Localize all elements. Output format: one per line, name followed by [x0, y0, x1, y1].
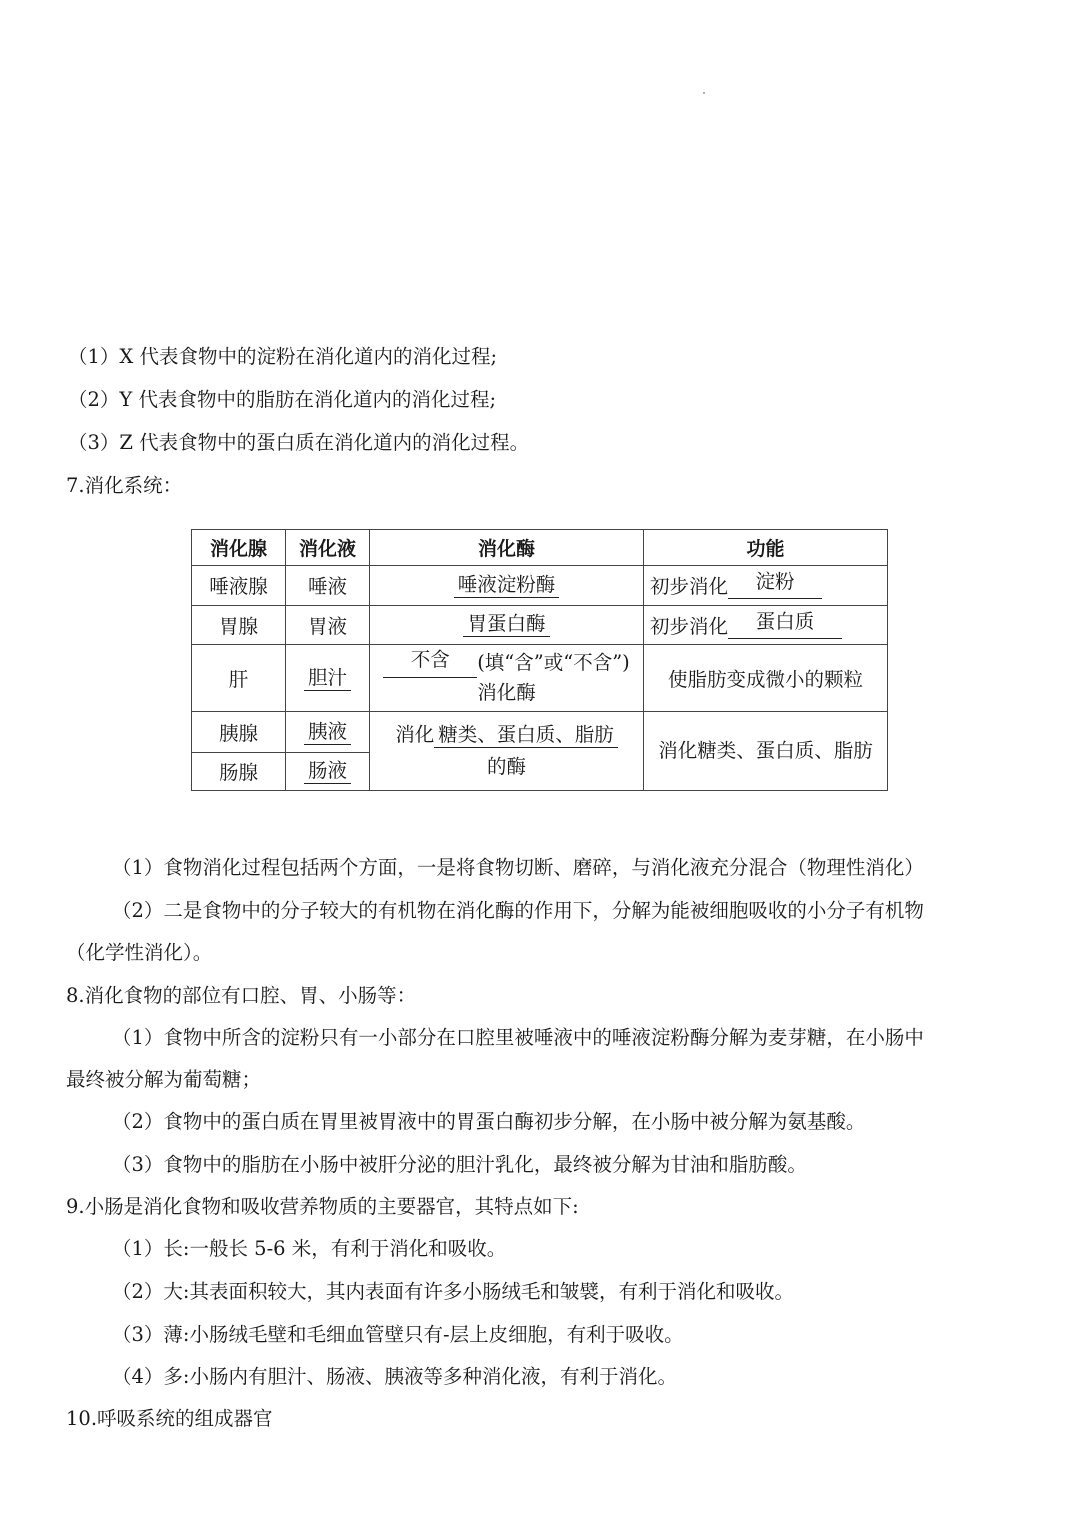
function-prefix: 初步消化 — [650, 575, 729, 599]
function-cell-merged: 消化糖类、蛋白质、脂肪 — [644, 712, 888, 791]
s8-paragraph-1a: （1）食物中所含的淀粉只有一小部分在口腔里被唾液中的唾液淀粉酶分解为麦芽糖，在小肠中 — [112, 1026, 924, 1049]
section-7-heading: 7.消化系统： — [66, 474, 183, 497]
table-row — [192, 644, 888, 712]
juice-answer: 肠液 — [304, 759, 351, 784]
gland-cell: 肝 — [192, 644, 286, 712]
function-answer — [728, 570, 822, 599]
s7-paragraph-1: （1）食物消化过程包括两个方面，一是将食物切断、磨碎，与消化液充分混合（物理性消化） — [112, 856, 924, 879]
gland-cell: 胃腺 — [192, 605, 286, 644]
stray-dot — [703, 92, 705, 94]
enzyme-tail: 消化酶 — [477, 681, 536, 705]
digestive-system-table — [191, 529, 888, 791]
enzyme-answer: 胃蛋白酶 — [463, 612, 549, 637]
section-10-heading: 10.呼吸系统的组成器官 — [66, 1407, 273, 1430]
enzyme-answer: 唾液淀粉酶 — [454, 573, 560, 598]
intro-line-2: （2）Y 代表食物中的脂肪在消化道内的消化过程; — [68, 388, 497, 411]
header-gland: 消化腺 — [192, 530, 286, 566]
s9-paragraph-1: （1）长:一般长 5-6 米，有利于消化和吸收。 — [112, 1237, 507, 1260]
juice-answer: 胰液 — [304, 720, 351, 745]
intro-line-1: （1）X 代表食物中的淀粉在消化道内的消化过程; — [68, 345, 498, 368]
gland-cell: 唾液腺 — [192, 566, 286, 605]
table-header-row — [192, 530, 888, 566]
header-juice: 消化液 — [286, 530, 370, 566]
juice-cell: 唾液 — [286, 566, 370, 605]
gland-cell: 胰腺 — [192, 712, 286, 752]
s9-paragraph-4: （4）多:小肠内有胆汁、肠液、胰液等多种消化液，有利于消化。 — [112, 1365, 677, 1388]
enzyme-note: (填“含”或“不含”) — [477, 651, 630, 675]
gland-cell: 肠腺 — [192, 752, 286, 790]
function-answer-text: 淀粉 — [755, 570, 795, 594]
section-8-heading: 8.消化食物的部位有口腔、胃、小肠等： — [66, 984, 417, 1007]
s7-paragraph-2b: （化学性消化）。 — [66, 941, 213, 964]
table-row — [192, 712, 888, 752]
s8-paragraph-3: （3）食物中的脂肪在小肠中被肝分泌的胆汁乳化，最终被分解为甘油和脂肪酸。 — [112, 1153, 807, 1176]
enzyme-prefix: 消化 — [395, 723, 435, 747]
function-cell: 使脂肪变成微小的颗粒 — [644, 644, 888, 712]
function-cell — [644, 605, 888, 644]
enzyme-cell-merged — [370, 712, 644, 791]
s8-paragraph-1b: 最终被分解为葡萄糖； — [66, 1068, 262, 1091]
header-enzyme: 消化酶 — [370, 530, 644, 566]
header-function: 功能 — [644, 530, 888, 566]
enzyme-answer — [383, 648, 477, 678]
enzyme-cell — [370, 644, 644, 712]
s7-paragraph-2a: （2）二是食物中的分子较大的有机物在消化酶的作用下，分解为能被细胞吸收的小分子有机物 — [112, 899, 924, 922]
table-row — [192, 566, 888, 605]
function-answer — [728, 609, 842, 639]
juice-cell — [286, 644, 370, 712]
intro-line-3: （3）Z 代表食物中的蛋白质在消化道内的消化过程。 — [68, 431, 530, 454]
juice-cell — [286, 752, 370, 790]
enzyme-answer: 糖类、蛋白质、脂肪 — [434, 723, 618, 748]
function-cell — [644, 566, 888, 605]
enzyme-cell — [370, 605, 644, 644]
juice-answer: 胆汁 — [304, 666, 351, 691]
enzyme-answer-text: 不含 — [410, 648, 450, 672]
s9-paragraph-3: （3）薄:小肠绒毛壁和毛细血管壁只有-层上皮细胞，有利于吸收。 — [112, 1323, 684, 1346]
function-answer-text: 蛋白质 — [755, 609, 815, 633]
section-9-heading: 9.小肠是消化食物和吸收营养物质的主要器官，其特点如下: — [66, 1195, 579, 1218]
enzyme-tail: 的酶 — [486, 755, 526, 779]
s8-paragraph-2: （2）食物中的蛋白质在胃里被胃液中的胃蛋白酶初步分解，在小肠中被分解为氨基酸。 — [112, 1110, 866, 1133]
s9-paragraph-2: （2）大:其表面积较大，其内表面有许多小肠绒毛和皱襞，有利于消化和吸收。 — [112, 1280, 794, 1303]
function-prefix: 初步消化 — [650, 614, 729, 638]
juice-cell: 胃液 — [286, 605, 370, 644]
table-row — [192, 605, 888, 644]
juice-cell — [286, 712, 370, 752]
enzyme-cell — [370, 566, 644, 605]
